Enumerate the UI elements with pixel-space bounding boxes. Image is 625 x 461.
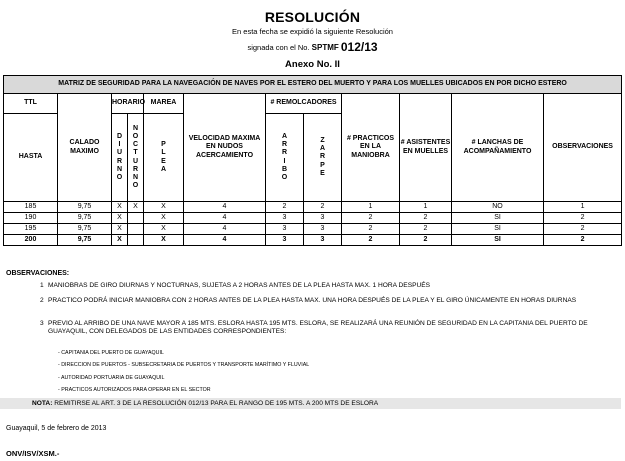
observation-text: MANIOBRAS DE GIRO DIURNAS Y NOCTURNAS, SUJETAS A 2 HORAS ANTES DE LA PLEA HASTA MAX. 1 HORA DESPUÉS — [48, 282, 431, 289]
cell-ttl: 200 — [4, 235, 58, 246]
note-text: REMITIRSE AL ART. 3 DE LA RESOLUCIÓN 012/13 PARA EL RANGO DE 195 MTS. A 200 MTS DE ESLORA — [54, 400, 379, 407]
cell-asistentes: 1 — [400, 202, 452, 213]
cell-asistentes: 2 — [400, 235, 452, 246]
cell-arribo: 3 — [266, 224, 304, 235]
security-matrix-table — [3, 75, 622, 246]
cell-calado: 9,75 — [58, 224, 112, 235]
signed-line — [0, 40, 625, 54]
cell-zarpe: 2 — [304, 202, 342, 213]
cell-diurno: X — [112, 235, 128, 246]
table-row — [4, 235, 622, 246]
header-plea: P L E A — [144, 114, 184, 202]
observation-number: 3 — [40, 320, 44, 327]
place-date: Guayaquil, 5 de febrero de 2013 — [6, 425, 107, 432]
cell-velocidad: 4 — [184, 202, 266, 213]
observation-text: PRACTICO PODRÁ INICIAR MANIOBRA CON 2 HORAS ANTES DE LA PLEA HASTA MAX. UNA HORA DESPUÉS DE LA PLEA Y EL GIRO ÚNICAMENTE EN HORAS DIURNAS — [48, 297, 577, 304]
cell-zarpe: 3 — [304, 235, 342, 246]
header-velocidad: VELOCIDAD MAXIMA EN NUDOS ACERCAMIENTO — [184, 94, 266, 202]
cell-velocidad: 4 — [184, 235, 266, 246]
header-horario: HORARIO — [112, 94, 144, 114]
cell-calado: 9,75 — [58, 213, 112, 224]
cell-practicos: 2 — [342, 224, 400, 235]
cell-plea: X — [144, 202, 184, 213]
note-label: NOTA: — [32, 400, 53, 407]
table-row — [4, 224, 622, 235]
table-row — [4, 202, 622, 213]
cell-diurno: X — [112, 213, 128, 224]
cell-plea: X — [144, 235, 184, 246]
entity-bullet: - CAPITANIA DEL PUERTO DE GUAYAQUIL — [58, 350, 164, 356]
header-arribo: A R R I B O — [266, 114, 304, 202]
observation-number: 2 — [40, 297, 44, 304]
cell-practicos: 2 — [342, 213, 400, 224]
entity-bullet: - PRACTICOS AUTORIZADOS PARA OPERAR EN EL SECTOR — [58, 387, 211, 393]
cell-asistentes: 2 — [400, 224, 452, 235]
table-banner: MATRIZ DE SEGURIDAD PARA LA NAVEGACIÓN DE NAVES POR EL ESTERO DEL MUERTO Y PARA LOS MUELLES UBICADOS EN POR DICHO ESTERO — [4, 76, 622, 94]
cell-lanchas: SI — [452, 235, 544, 246]
cell-zarpe: 3 — [304, 224, 342, 235]
observation-item — [40, 282, 618, 290]
cell-ttl: 195 — [4, 224, 58, 235]
cell-arribo: 3 — [266, 213, 304, 224]
cell-practicos: 2 — [342, 235, 400, 246]
cell-asistentes: 2 — [400, 213, 452, 224]
header-diurno: D I U R N O — [112, 114, 128, 202]
cell-nocturno — [128, 224, 144, 235]
cell-nocturno: X — [128, 202, 144, 213]
cell-nocturno — [128, 213, 144, 224]
cell-zarpe: 3 — [304, 213, 342, 224]
resolution-number: 012/13 — [340, 40, 378, 54]
observation-number: 1 — [40, 282, 44, 289]
resolution-code: SPTMF — [311, 43, 339, 52]
entity-bullet: - AUTORIDAD PORTUARIA DE GUAYAQUIL — [58, 375, 165, 381]
cell-obs: 2 — [544, 235, 622, 246]
header-nocturno: N O C T U R N O — [128, 114, 144, 202]
header-remolcadores: # REMOLCADORES — [266, 94, 342, 114]
observation-item — [40, 320, 618, 336]
cell-diurno: X — [112, 224, 128, 235]
header-observaciones: OBSERVACIONES — [544, 94, 622, 202]
initials: ONV/ISV/XSM.- — [6, 449, 60, 458]
signed-prefix: signada con el No. — [247, 43, 310, 52]
document-title: RESOLUCIÓN — [264, 9, 361, 25]
cell-diurno: X — [112, 202, 128, 213]
header-hasta: HASTA — [4, 114, 58, 202]
observation-item — [40, 297, 618, 305]
header-zarpe: Z A R P E — [304, 114, 342, 202]
header-ttl: TTL — [4, 94, 58, 114]
cell-lanchas: NO — [452, 202, 544, 213]
cell-calado: 9,75 — [58, 235, 112, 246]
entity-bullet: - DIRECCION DE PUERTOS - SUBSECRETARIA DE PUERTOS Y TRANSPORTE MARÍTIMO Y FLUVIAL — [58, 362, 310, 368]
cell-practicos: 1 — [342, 202, 400, 213]
cell-plea: X — [144, 213, 184, 224]
header-calado: CALADO MAXIMO — [58, 94, 112, 202]
cell-ttl: 185 — [4, 202, 58, 213]
table-row — [4, 213, 622, 224]
annex-title: Anexo No. II — [285, 59, 340, 70]
cell-ttl: 190 — [4, 213, 58, 224]
cell-obs: 1 — [544, 202, 622, 213]
header-lanchas: # LANCHAS DE ACOMPAÑAMIENTO — [452, 94, 544, 202]
observations-title: OBSERVACIONES: — [6, 270, 70, 277]
header-asistentes: # ASISTENTES EN MUELLES — [400, 94, 452, 202]
header-marea: MAREA — [144, 94, 184, 114]
cell-calado: 9,75 — [58, 202, 112, 213]
cell-lanchas: SI — [452, 213, 544, 224]
cell-obs: 2 — [544, 213, 622, 224]
subtitle-line: En esta fecha se expidió la siguiente Resolución — [232, 27, 393, 36]
note-line — [32, 400, 378, 408]
cell-arribo: 2 — [266, 202, 304, 213]
cell-lanchas: SI — [452, 224, 544, 235]
header-practicos: # PRACTICOS EN LA MANIOBRA — [342, 94, 400, 202]
cell-plea: X — [144, 224, 184, 235]
cell-arribo: 3 — [266, 235, 304, 246]
cell-nocturno — [128, 235, 144, 246]
cell-obs: 2 — [544, 224, 622, 235]
cell-velocidad: 4 — [184, 224, 266, 235]
observation-text: PREVIO AL ARRIBO DE UNA NAVE MAYOR A 185 MTS. ESLORA HASTA 195 MTS. ESLORA, SE REALIZARÁ UNA REUNIÓN DE SEGURIDAD EN LA CAPITANIA DEL PUERTO DE GUAYAQUIL, CON DELEGADOS DE LAS ENTIDADES CORRESPONDIENTES: — [48, 320, 588, 335]
cell-velocidad: 4 — [184, 213, 266, 224]
